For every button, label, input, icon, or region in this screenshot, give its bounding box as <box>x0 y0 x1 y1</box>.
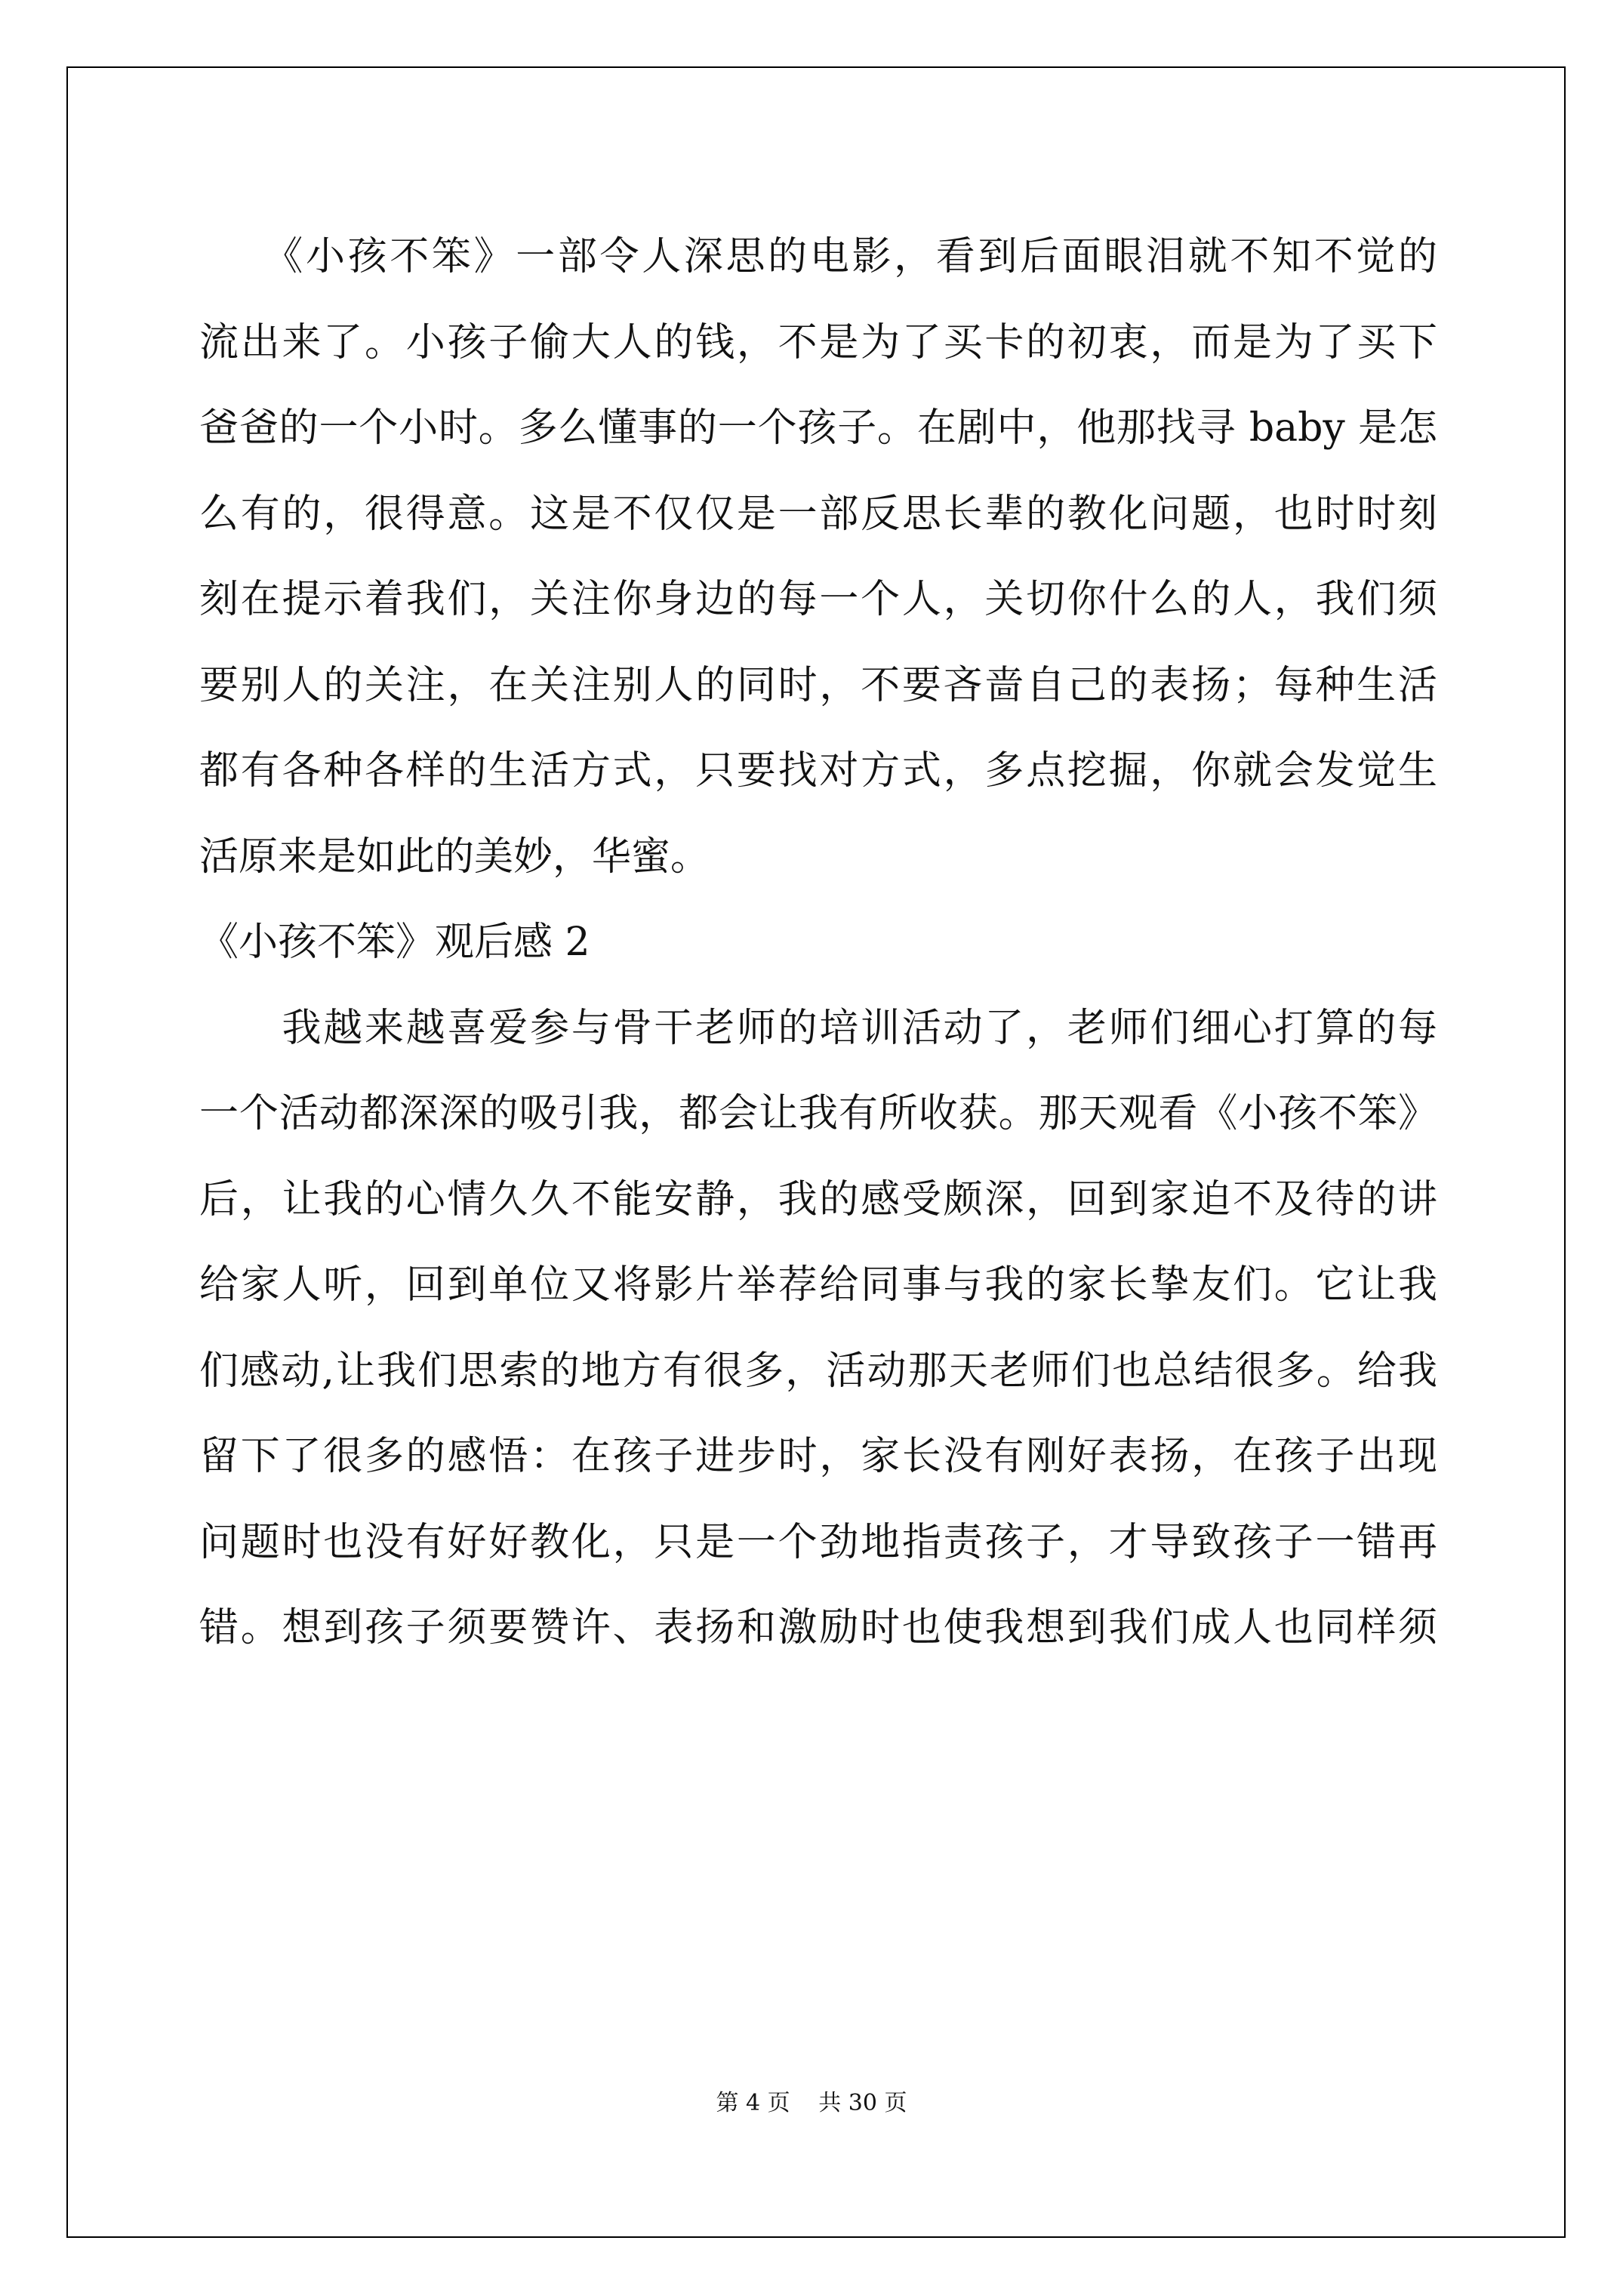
page-total: 共 30 页 <box>818 2090 907 2116</box>
text-line: 爸爸的一个小时。多么懂事的一个孩子。在剧中，他那找寻 baby 是怎 <box>199 405 1437 451</box>
text-line: 给家人听，回到单位又将影片举荐给同事与我的家长挚友们。它让我 <box>199 1262 1437 1308</box>
text-line: 要别人的关注，在关注别人的同时，不要吝啬自己的表扬；每种生活 <box>199 662 1437 708</box>
text-line: 活原来是如此的美妙，华蜜。 <box>199 834 710 880</box>
text-line: 问题时也没有好好教化，只是一个劲地指责孩子，才导致孩子一错再 <box>199 1519 1437 1565</box>
text-line: 刻在提示着我们，关注你身边的每一个人，关切你什么的人，我们须 <box>199 577 1437 622</box>
text-line: 留下了很多的感悟：在孩子进步时，家长没有刚好表扬，在孩子出现 <box>199 1434 1437 1479</box>
section-heading: 《小孩不笨》观后感 2 <box>199 920 590 965</box>
text-line: 都有各种各样的生活方式，只要找对方式，多点挖掘，你就会发觉生 <box>199 748 1437 794</box>
document-body <box>199 214 1437 1672</box>
text-line: 我越来越喜爱参与骨干老师的培训活动了，老师们细心打算的每 <box>199 1005 1437 1051</box>
text-line: 《小孩不笨》一部令人深思的电影，看到后面眼泪就不知不觉的 <box>199 234 1437 279</box>
text-line: 一个活动都深深的吸引我，都会让我有所收获。那天观看《小孩不笨》 <box>199 1091 1437 1136</box>
text-line: 们感动,让我们思索的地方有很多，活动那天老师们也总结很多。给我 <box>199 1348 1437 1394</box>
text-line: 错。想到孩子须要赞许、表扬和激励时也使我想到我们成人也同样须 <box>199 1605 1437 1650</box>
text-line: 么有的，很得意。这是不仅仅是一部反思长辈的教化问题，也时时刻 <box>199 491 1437 537</box>
page-footer <box>0 2084 1623 2117</box>
text-line: 后，让我的心情久久不能安静，我的感受颇深，回到家迫不及待的讲 <box>199 1176 1437 1222</box>
text-line: 流出来了。小孩子偷大人的钱，不是为了买卡的初衷，而是为了买下 <box>199 319 1437 365</box>
page-number: 第 4 页 <box>716 2090 790 2116</box>
